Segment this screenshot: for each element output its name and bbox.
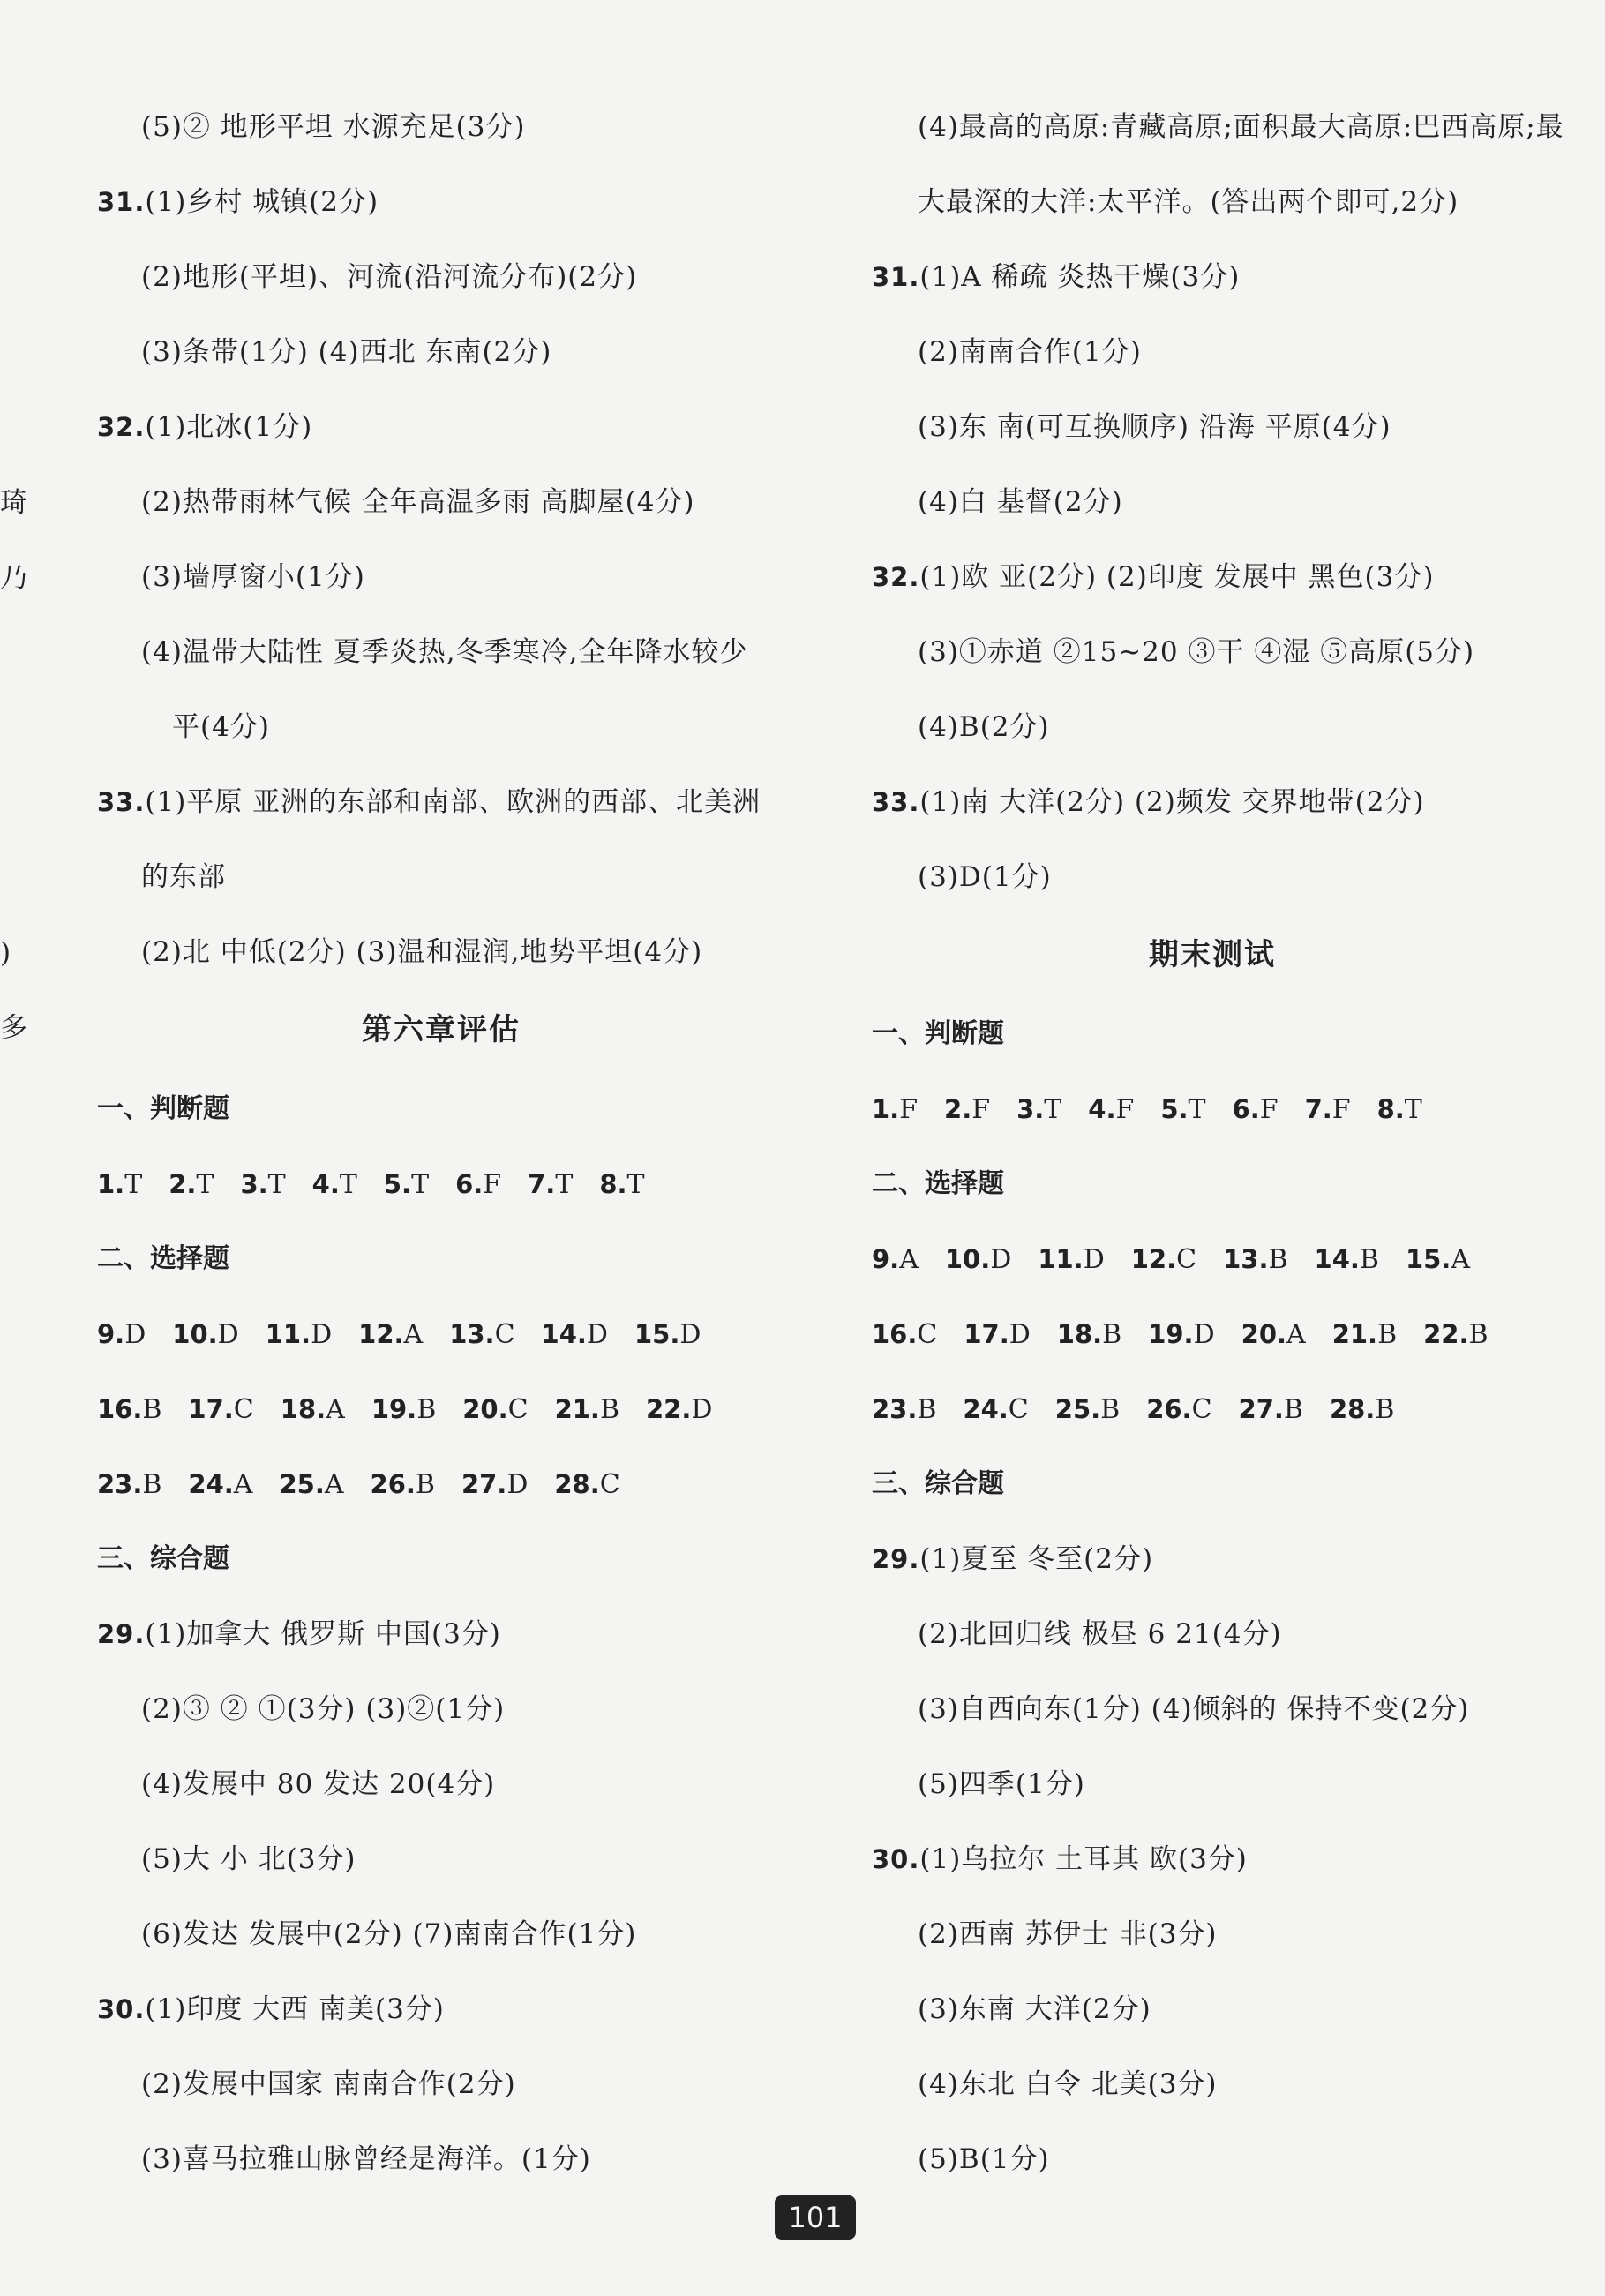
section-heading: 二、选择题 [97,1243,229,1274]
answer-line: (3)自西向东(1分) (4)倾斜的 保持不变(2分) [918,1693,1470,1725]
judge-row: 1.F 2.F 3.T 4.F 5.T 6.F 7.F 8.T [872,1094,1422,1125]
answer-line: (4)温带大陆性 夏季炎热,冬季寒冷,全年降水较少 [141,636,748,668]
answer-line: 32.(1)欧 亚(2分) (2)印度 发展中 黑色(3分) [872,561,1435,593]
page-number: 101 [775,2195,856,2240]
chapter-title: 第六章评估 [362,1012,521,1047]
answer-line: (5)② 地形平坦 水源充足(3分) [141,111,526,143]
answer-line: 30.(1)乌拉尔 土耳其 欧(3分) [872,1843,1248,1875]
choice-row: 16.B 17.C 18.A 19.B 20.C 21.B 22.D [97,1394,713,1425]
answer-line: (2)地形(平坦)、河流(沿河流分布)(2分) [141,261,638,293]
answer-line: (3)墙厚窗小(1分) [141,561,365,593]
choice-row: 23.B 24.A 25.A 26.B 27.D 28.C [97,1469,620,1500]
answer-line: (2)北回归线 极昼 6 21(4分) [918,1618,1282,1650]
answer-line: (3)东南 大洋(2分) [918,1993,1151,2025]
edge-fragment: 多 [0,1012,27,1044]
answer-line: (2)③ ② ①(3分) (3)②(1分) [141,1693,506,1725]
section-heading: 二、选择题 [872,1168,1004,1199]
answer-line: (3)①赤道 ②15~20 ③干 ④湿 ⑤高原(5分) [918,636,1475,668]
answer-line: (4)东北 白令 北美(3分) [918,2068,1218,2100]
answer-line: (2)北 中低(2分) (3)温和湿润,地势平坦(4分) [141,936,703,968]
choice-row: 9.D 10.D 11.D 12.A 13.C 14.D 15.D [97,1319,701,1350]
answer-line: (3)条带(1分) (4)西北 东南(2分) [141,336,552,368]
answer-line: (5)B(1分) [918,2143,1050,2175]
answer-line: (2)热带雨林气候 全年高温多雨 高脚屋(4分) [141,486,695,518]
answer-line: (3)D(1分) [918,861,1052,893]
answer-line: (6)发达 发展中(2分) (7)南南合作(1分) [141,1918,637,1950]
section-heading: 一、判断题 [97,1093,229,1124]
chapter-title: 期末测试 [1149,937,1276,972]
answer-line: (2)发展中国家 南南合作(2分) [141,2068,516,2100]
choice-row: 23.B 24.C 25.B 26.C 27.B 28.B [872,1394,1395,1425]
choice-row: 16.C 17.D 18.B 19.D 20.A 21.B 22.B [872,1319,1489,1350]
section-heading: 三、综合题 [872,1468,1004,1499]
answer-line: (4)最高的高原:青藏高原;面积最大高原:巴西高原;最 [918,111,1564,143]
answer-line: 31.(1)乡村 城镇(2分) [97,186,379,218]
answer-line: 33.(1)南 大洋(2分) (2)频发 交界地带(2分) [872,786,1425,818]
edge-fragment: 琦 [0,487,27,519]
answer-line: (5)四季(1分) [918,1768,1085,1800]
answer-line: (5)大 小 北(3分) [141,1843,356,1875]
answer-line: (3)喜马拉雅山脉曾经是海洋。(1分) [141,2143,591,2175]
answer-line: (4)B(2分) [918,711,1050,743]
section-heading: 一、判断题 [872,1018,1004,1049]
answer-line: 33.(1)平原 亚洲的东部和南部、欧洲的西部、北美洲 [97,786,761,818]
answer-line: (2)西南 苏伊士 非(3分) [918,1918,1218,1950]
answer-line: 29.(1)夏至 冬至(2分) [872,1543,1154,1575]
section-heading: 三、综合题 [97,1543,229,1574]
edge-fragment: 乃 [0,562,27,594]
answer-line: (4)发展中 80 发达 20(4分) [141,1768,496,1800]
answer-line: (2)南南合作(1分) [918,336,1142,368]
answer-line: 大最深的大洋:太平洋。(答出两个即可,2分) [918,186,1459,218]
answer-line: 平(4分) [172,711,270,743]
answer-line: (3)东 南(可互换顺序) 沿海 平原(4分) [918,411,1391,443]
choice-row: 9.A 10.D 11.D 12.C 13.B 14.B 15.A [872,1244,1470,1275]
answer-line: (4)白 基督(2分) [918,486,1123,518]
answer-line: 29.(1)加拿大 俄罗斯 中国(3分) [97,1618,501,1650]
answer-line: 32.(1)北冰(1分) [97,411,313,443]
answer-line: 30.(1)印度 大西 南美(3分) [97,1993,445,2025]
edge-fragment: ) [0,937,11,969]
answer-line: 的东部 [141,861,226,893]
judge-row: 1.T 2.T 3.T 4.T 5.T 6.F 7.T 8.T [97,1169,645,1200]
answer-line: 31.(1)A 稀疏 炎热干燥(3分) [872,261,1241,293]
